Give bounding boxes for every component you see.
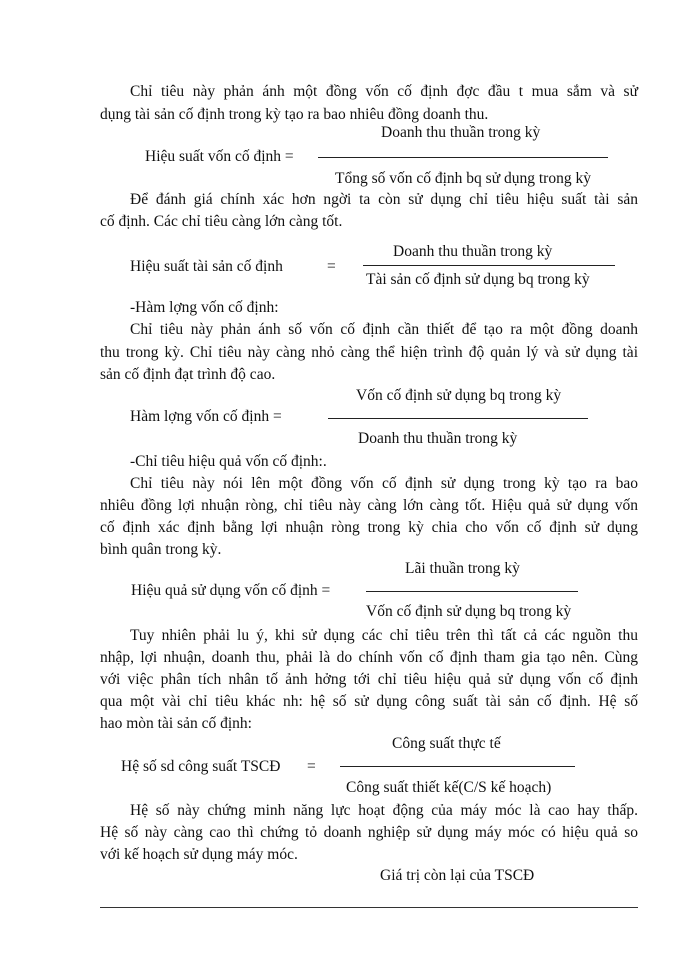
formula4-label: Hiệu quả sử dụng vốn cố định = <box>131 582 331 599</box>
formula2-numerator: Doanh thu thuần trong kỳ <box>393 243 553 260</box>
formula1-fraction-bar <box>318 157 608 158</box>
formula5-equals: = <box>307 758 316 775</box>
heading-hieu-qua: -Chỉ tiêu hiệu quả vốn cố định:. <box>130 453 327 470</box>
para2-line2: cố định. Các chỉ tiêu càng lớn càng tốt. <box>100 213 343 230</box>
formula4-denominator: Vốn cố định sử dụng bq trong kỳ <box>366 603 572 620</box>
para6-line2: Hệ số này càng cao thì chứng tỏ doanh nghiệp sử dụng máy móc có hiệu quả so <box>100 824 638 841</box>
formula2-equals: = <box>327 258 336 275</box>
para3-line1: Chỉ tiêu này phản ánh số vốn cố định cần thiết để tạo ra một đồng doanh <box>130 321 638 338</box>
para6-line1: Hệ số này chứng minh năng lực hoạt động của máy móc là cao hay thấp. <box>130 802 638 819</box>
para4-line2: nhiêu đồng lợi nhuận ròng, chỉ tiêu này càng lớn càng tốt. Hiệu quả sử dụng vốn <box>100 497 638 514</box>
para6-line3: với kế hoạch sử dụng máy móc. <box>100 846 298 863</box>
para5-line3: với việc phân tích nhân tố ảnh hởng tới chỉ tiêu hiệu quả sử dụng vốn cố định <box>100 671 638 688</box>
formula3-fraction-bar <box>328 418 588 419</box>
heading-ham-luong: -Hàm lợng vốn cố định: <box>130 299 279 316</box>
para5-line5: hao mòn tài sản cố định: <box>100 715 252 732</box>
para1-line2: dụng tài sản cố định trong kỳ tạo ra bao nhiêu đồng doanh thu. <box>100 106 489 123</box>
para3-line2: thu trong kỳ. Chỉ tiêu này càng nhỏ càng thể hiện trình độ quản lý và sử dụng tài <box>100 344 638 361</box>
para4-line4: bình quân trong kỳ. <box>100 541 222 558</box>
para5-line4: qua một vài chỉ tiêu khác nh: hệ số sử dụng công suất tài sản cố định. Hệ số <box>100 693 638 710</box>
footer-rule <box>100 907 638 908</box>
formula2-denominator: Tài sản cố định sử dụng bq trong kỳ <box>366 271 590 288</box>
formula5-fraction-bar <box>340 766 575 767</box>
para4-line1: Chỉ tiêu này nói lên một đồng vốn cố định sử dụng trong kỳ tạo ra bao <box>130 475 638 492</box>
formula6-numerator: Giá trị còn lại của TSCĐ <box>380 867 535 884</box>
formula1-numerator: Doanh thu thuần trong kỳ <box>381 124 541 141</box>
para5-line1: Tuy nhiên phải lu ý, khi sử dụng các chỉ tiêu trên thì tất cả các nguồn thu <box>130 627 638 644</box>
formula2-fraction-bar <box>363 265 615 266</box>
para1-line1: Chỉ tiêu này phản ánh một đồng vốn cố định đợc đầu t mua sắm và sử <box>130 83 638 100</box>
formula1-label: Hiệu suất vốn cố định = <box>145 148 294 165</box>
formula4-numerator: Lãi thuần trong kỳ <box>405 560 520 577</box>
para3-line3: sản cố định đạt trình độ cao. <box>100 366 276 383</box>
para2-line1: Để đánh giá chính xác hơn ngời ta còn sử dụng chỉ tiêu hiệu suất tài sản <box>130 191 638 208</box>
para5-line2: nhập, lợi nhuận, doanh thu, phải là do chính vốn cố định tham gia tạo nên. Cùng <box>100 649 638 666</box>
formula1-denominator: Tổng số vốn cố định bq sử dụng trong kỳ <box>335 170 591 187</box>
formula4-fraction-bar <box>366 591 578 592</box>
formula5-label: Hệ số sd công suất TSCĐ <box>121 758 281 775</box>
formula3-label: Hàm lợng vốn cố định = <box>130 408 282 425</box>
para4-line3: cố định xác định bằng lợi nhuận ròng trong kỳ chia cho vốn cố định sử dụng <box>100 519 638 536</box>
formula3-denominator: Doanh thu thuần trong kỳ <box>358 430 518 447</box>
formula2-label: Hiệu suất tài sản cố định <box>130 258 283 275</box>
formula5-denominator: Công suất thiết kế(C/S kế hoạch) <box>346 779 552 796</box>
formula3-numerator: Vốn cố định sử dụng bq trong kỳ <box>356 387 562 404</box>
formula5-numerator: Công suất thực tế <box>392 735 501 752</box>
